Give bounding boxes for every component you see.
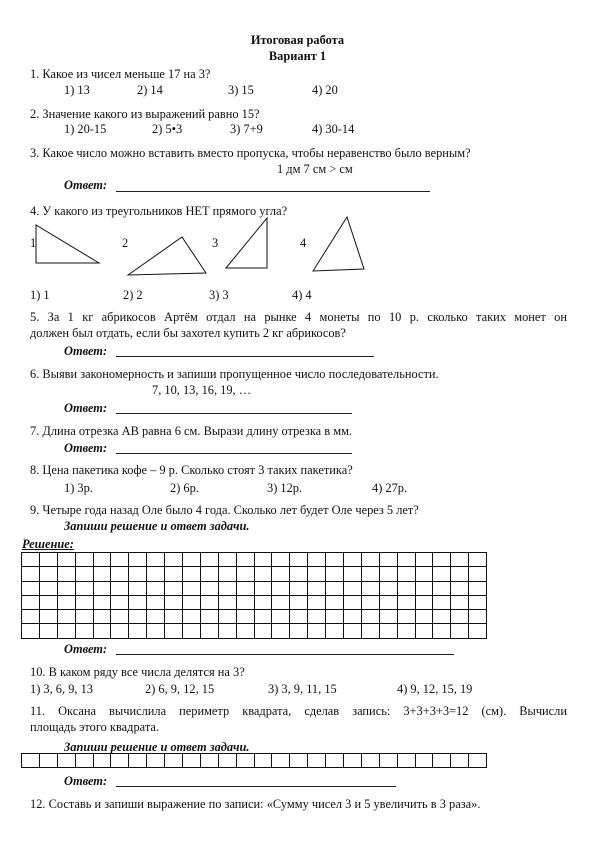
grid-cell[interactable] [379, 624, 397, 638]
grid-cell[interactable] [183, 754, 201, 768]
question-7: 7. Длина отрезка АВ равна 6 см. Вырази длину отрезка в мм. [30, 424, 353, 438]
q8-option-2: 2) 6р. [170, 481, 199, 495]
grid-cell[interactable] [147, 754, 165, 768]
grid-cell[interactable] [290, 624, 308, 638]
grid-cell[interactable] [111, 754, 129, 768]
grid-cell[interactable] [469, 610, 487, 624]
q6-answer-line[interactable] [116, 413, 352, 414]
question-5-line-2: должен был отдать, если бы захотел купить 2 кг абрикосов? [30, 326, 346, 340]
grid-cell[interactable] [290, 553, 308, 567]
question-3: 3. Какое число можно вставить вместо пропуска, чтобы неравенство было верным? [30, 146, 471, 160]
grid-cell[interactable] [451, 595, 469, 609]
question-11-line-1: 11. Оксана вычислила периметр квадрата, сделав запись: 3+3+3+3=12 (см). Вычисли [30, 704, 567, 718]
grid-cell[interactable] [451, 581, 469, 595]
grid-cell[interactable] [308, 754, 326, 768]
grid-cell[interactable] [344, 553, 362, 567]
grid-cell[interactable] [361, 610, 379, 624]
grid-cell[interactable] [183, 610, 201, 624]
grid-cell[interactable] [165, 754, 183, 768]
grid-cell[interactable] [397, 754, 415, 768]
grid-cell[interactable] [415, 754, 433, 768]
grid-cell[interactable] [129, 754, 147, 768]
grid-cell[interactable] [326, 610, 344, 624]
q9-solution-grid[interactable] [21, 552, 487, 639]
grid-cell[interactable] [469, 567, 487, 581]
q9-answer-label: Ответ: [64, 642, 108, 656]
q1-option-2: 2) 14 [137, 83, 163, 97]
grid-cell[interactable] [361, 754, 379, 768]
grid-cell[interactable] [379, 754, 397, 768]
grid-cell[interactable] [397, 624, 415, 638]
grid-cell[interactable] [272, 567, 290, 581]
q4-option-2: 2) 2 [123, 288, 143, 302]
grid-cell[interactable] [344, 754, 362, 768]
q4-option-3: 3) 3 [209, 288, 229, 302]
q10-option-4: 4) 9, 12, 15, 19 [397, 682, 473, 696]
grid-cell[interactable] [236, 553, 254, 567]
grid-cell[interactable] [469, 595, 487, 609]
grid-cell[interactable] [218, 567, 236, 581]
triangle-3 [226, 218, 267, 268]
grid-cell[interactable] [254, 553, 272, 567]
triangle-3-label: 3 [212, 236, 219, 250]
grid-cell[interactable] [254, 610, 272, 624]
grid-cell[interactable] [57, 553, 75, 567]
q2-option-3: 3) 7+9 [230, 122, 263, 136]
grid-cell[interactable] [397, 581, 415, 595]
grid-cell[interactable] [183, 567, 201, 581]
grid-cell[interactable] [75, 567, 93, 581]
grid-cell[interactable] [326, 553, 344, 567]
grid-cell[interactable] [272, 754, 290, 768]
grid-cell[interactable] [308, 624, 326, 638]
grid-cell[interactable] [129, 553, 147, 567]
grid-cell[interactable] [433, 754, 451, 768]
grid-cell[interactable] [93, 567, 111, 581]
grid-cell[interactable] [361, 624, 379, 638]
grid-cell[interactable] [165, 567, 183, 581]
question-6: 6. Выяви закономерность и запиши пропущенное число последовательности. [30, 367, 439, 381]
grid-cell[interactable] [361, 567, 379, 581]
grid-cell[interactable] [433, 610, 451, 624]
question-8: 8. Цена пакетика кофе – 9 р. Сколько стоят 3 таких пакетика? [30, 463, 353, 477]
q7-answer-label: Ответ: [64, 441, 108, 455]
q3-expression: 1 дм 7 см > см [277, 162, 353, 176]
grid-cell[interactable] [397, 567, 415, 581]
q2-option-4: 4) 30-14 [312, 122, 355, 136]
grid-cell[interactable] [326, 754, 344, 768]
grid-cell[interactable] [361, 553, 379, 567]
grid-cell[interactable] [200, 581, 218, 595]
grid-cell[interactable] [290, 567, 308, 581]
grid-cell[interactable] [361, 595, 379, 609]
question-5-line-1: 5. За 1 кг абрикосов Артём отдал на рынке 4 монеты по 10 р. сколько таких монет он [30, 310, 567, 324]
grid-cell[interactable] [415, 581, 433, 595]
grid-cell[interactable] [272, 624, 290, 638]
question-2: 2. Значение какого из выражений равно 15? [30, 107, 260, 121]
q9-instruction: Запиши решение и ответ задачи. [64, 519, 250, 533]
grid-cell[interactable] [433, 595, 451, 609]
grid-cell[interactable] [433, 624, 451, 638]
question-12: 12. Составь и запиши выражение по записи: «Сумму чисел 3 и 5 увеличить в 3 раза». [30, 797, 481, 811]
grid-cell[interactable] [57, 610, 75, 624]
grid-cell[interactable] [93, 581, 111, 595]
grid-cell[interactable] [326, 624, 344, 638]
grid-cell[interactable] [129, 581, 147, 595]
question-9: 9. Четыре года назад Оле было 4 года. Сколько лет будет Оле через 5 лет? [30, 503, 419, 517]
grid-cell[interactable] [236, 754, 254, 768]
grid-cell[interactable] [129, 624, 147, 638]
grid-cell[interactable] [147, 553, 165, 567]
q11-solution-grid[interactable] [21, 753, 487, 768]
grid-cell[interactable] [200, 754, 218, 768]
grid-cell[interactable] [379, 610, 397, 624]
grid-cell[interactable] [75, 553, 93, 567]
triangle-4-label: 4 [300, 236, 307, 250]
grid-cell[interactable] [111, 553, 129, 567]
q8-option-1: 1) 3р. [64, 481, 93, 495]
q4-option-1: 1) 1 [30, 288, 50, 302]
grid-cell[interactable] [344, 567, 362, 581]
variant-label: Вариант 1 [268, 49, 327, 63]
grid-cell[interactable] [22, 581, 40, 595]
q6-answer-label: Ответ: [64, 401, 108, 415]
grid-cell[interactable] [415, 567, 433, 581]
grid-cell[interactable] [451, 567, 469, 581]
grid-cell[interactable] [290, 581, 308, 595]
grid-cell[interactable] [22, 595, 40, 609]
question-11-line-2: площадь этого квадрата. [30, 720, 159, 734]
grid-cell[interactable] [165, 610, 183, 624]
grid-cell[interactable] [218, 595, 236, 609]
grid-cell[interactable] [200, 595, 218, 609]
grid-cell[interactable] [57, 595, 75, 609]
q6-sequence: 7, 10, 13, 16, 19, … [152, 383, 252, 397]
grid-cell[interactable] [344, 610, 362, 624]
grid-cell[interactable] [183, 595, 201, 609]
grid-cell[interactable] [236, 567, 254, 581]
grid-cell[interactable] [39, 754, 57, 768]
grid-cell[interactable] [433, 553, 451, 567]
grid-cell[interactable] [93, 624, 111, 638]
grid-cell[interactable] [379, 581, 397, 595]
grid-cell[interactable] [93, 595, 111, 609]
triangle-2-label: 2 [122, 236, 129, 250]
grid-cell[interactable] [326, 567, 344, 581]
grid-cell[interactable] [451, 754, 469, 768]
grid-cell[interactable] [183, 581, 201, 595]
question-4: 4. У какого из треугольников НЕТ прямого угла? [30, 204, 288, 218]
grid-cell[interactable] [200, 567, 218, 581]
grid-cell[interactable] [165, 624, 183, 638]
grid-cell[interactable] [57, 624, 75, 638]
grid-cell[interactable] [236, 624, 254, 638]
grid-cell[interactable] [308, 610, 326, 624]
q9-solution-label: Решение: [22, 537, 74, 551]
grid-cell[interactable] [433, 567, 451, 581]
grid-cell[interactable] [397, 553, 415, 567]
grid-cell[interactable] [379, 595, 397, 609]
grid-cell[interactable] [147, 610, 165, 624]
grid-cell[interactable] [39, 624, 57, 638]
grid-cell[interactable] [451, 610, 469, 624]
q10-option-1: 1) 3, 6, 9, 13 [30, 682, 93, 696]
grid-cell[interactable] [344, 581, 362, 595]
grid-cell[interactable] [415, 553, 433, 567]
grid-cell[interactable] [379, 567, 397, 581]
q4-option-4: 4) 4 [292, 288, 312, 302]
grid-cell[interactable] [344, 595, 362, 609]
grid-cell[interactable] [111, 610, 129, 624]
grid-cell[interactable] [129, 610, 147, 624]
grid-cell[interactable] [308, 581, 326, 595]
grid-cell[interactable] [183, 553, 201, 567]
grid-cell[interactable] [22, 754, 40, 768]
triangle-2 [128, 237, 206, 275]
grid-cell[interactable] [39, 553, 57, 567]
question-10: 10. В каком ряду все числа делятся на 3? [30, 665, 245, 679]
grid-cell[interactable] [129, 595, 147, 609]
grid-cell[interactable] [147, 581, 165, 595]
grid-cell[interactable] [272, 581, 290, 595]
grid-cell[interactable] [218, 610, 236, 624]
grid-cell[interactable] [218, 624, 236, 638]
grid-cell[interactable] [75, 754, 93, 768]
grid-cell[interactable] [93, 610, 111, 624]
q11-answer-line[interactable] [116, 786, 396, 787]
grid-cell[interactable] [308, 595, 326, 609]
q8-option-4: 4) 27р. [372, 481, 408, 495]
grid-cell[interactable] [272, 553, 290, 567]
q2-option-1: 1) 20-15 [64, 122, 107, 136]
grid-cell[interactable] [469, 581, 487, 595]
grid-cell[interactable] [39, 595, 57, 609]
grid-cell[interactable] [183, 624, 201, 638]
grid-cell[interactable] [75, 624, 93, 638]
grid-cell[interactable] [218, 553, 236, 567]
grid-cell[interactable] [165, 553, 183, 567]
grid-cell[interactable] [433, 581, 451, 595]
grid-cell[interactable] [147, 567, 165, 581]
grid-cell[interactable] [326, 581, 344, 595]
q3-answer-label: Ответ: [64, 178, 108, 192]
grid-cell[interactable] [254, 581, 272, 595]
grid-cell[interactable] [200, 624, 218, 638]
grid-cell[interactable] [308, 553, 326, 567]
page-title: Итоговая работа [250, 33, 345, 47]
grid-cell[interactable] [111, 567, 129, 581]
grid-cell[interactable] [469, 553, 487, 567]
q5-answer-line[interactable] [116, 356, 374, 357]
grid-cell[interactable] [147, 595, 165, 609]
grid-cell[interactable] [111, 624, 129, 638]
grid-cell[interactable] [111, 595, 129, 609]
grid-cell[interactable] [75, 610, 93, 624]
grid-cell[interactable] [39, 610, 57, 624]
grid-cell[interactable] [290, 754, 308, 768]
grid-cell[interactable] [415, 610, 433, 624]
grid-cell[interactable] [75, 581, 93, 595]
grid-cell[interactable] [200, 610, 218, 624]
grid-cell[interactable] [308, 567, 326, 581]
grid-cell[interactable] [254, 624, 272, 638]
grid-cell[interactable] [147, 624, 165, 638]
grid-cell[interactable] [218, 754, 236, 768]
triangle-4 [313, 217, 364, 271]
grid-cell[interactable] [254, 595, 272, 609]
triangle-1 [36, 225, 99, 263]
grid-cell[interactable] [93, 553, 111, 567]
q1-option-3: 3) 15 [228, 83, 254, 97]
grid-cell[interactable] [129, 567, 147, 581]
grid-cell[interactable] [415, 595, 433, 609]
q5-answer-label: Ответ: [64, 344, 108, 358]
q1-option-4: 4) 20 [312, 83, 338, 97]
grid-cell[interactable] [344, 624, 362, 638]
grid-cell[interactable] [272, 595, 290, 609]
q8-option-3: 3) 12р. [267, 481, 303, 495]
q7-answer-line[interactable] [116, 453, 352, 454]
grid-cell[interactable] [200, 553, 218, 567]
grid-cell[interactable] [22, 567, 40, 581]
grid-cell[interactable] [397, 595, 415, 609]
grid-cell[interactable] [75, 595, 93, 609]
grid-cell[interactable] [165, 595, 183, 609]
grid-cell[interactable] [39, 567, 57, 581]
grid-cell[interactable] [93, 754, 111, 768]
grid-cell[interactable] [451, 553, 469, 567]
grid-cell[interactable] [39, 581, 57, 595]
grid-cell[interactable] [57, 754, 75, 768]
q10-option-3: 3) 3, 9, 11, 15 [268, 682, 337, 696]
q10-option-2: 2) 6, 9, 12, 15 [145, 682, 215, 696]
q11-instruction: Запиши решение и ответ задачи. [64, 740, 250, 754]
grid-cell[interactable] [415, 624, 433, 638]
grid-cell[interactable] [254, 754, 272, 768]
grid-cell[interactable] [290, 595, 308, 609]
grid-cell[interactable] [22, 624, 40, 638]
grid-cell[interactable] [272, 610, 290, 624]
grid-cell[interactable] [236, 610, 254, 624]
grid-cell[interactable] [254, 567, 272, 581]
q9-answer-line[interactable] [116, 654, 454, 655]
grid-cell[interactable] [165, 581, 183, 595]
q11-answer-label: Ответ: [64, 774, 108, 788]
grid-cell[interactable] [111, 581, 129, 595]
grid-cell[interactable] [22, 610, 40, 624]
grid-cell[interactable] [379, 553, 397, 567]
question-1: 1. Какое из чисел меньше 17 на 3? [30, 67, 211, 81]
grid-cell[interactable] [397, 610, 415, 624]
grid-cell[interactable] [236, 581, 254, 595]
grid-cell[interactable] [469, 624, 487, 638]
grid-cell[interactable] [451, 624, 469, 638]
grid-cell[interactable] [290, 610, 308, 624]
grid-cell[interactable] [469, 754, 487, 768]
q1-option-1: 1) 13 [64, 83, 90, 97]
grid-cell[interactable] [218, 581, 236, 595]
grid-cell[interactable] [326, 595, 344, 609]
grid-cell[interactable] [22, 553, 40, 567]
grid-cell[interactable] [361, 581, 379, 595]
triangle-1-label: 1 [30, 236, 37, 250]
grid-cell[interactable] [57, 581, 75, 595]
grid-cell[interactable] [236, 595, 254, 609]
q2-option-2: 2) 5•3 [152, 122, 183, 136]
grid-cell[interactable] [57, 567, 75, 581]
